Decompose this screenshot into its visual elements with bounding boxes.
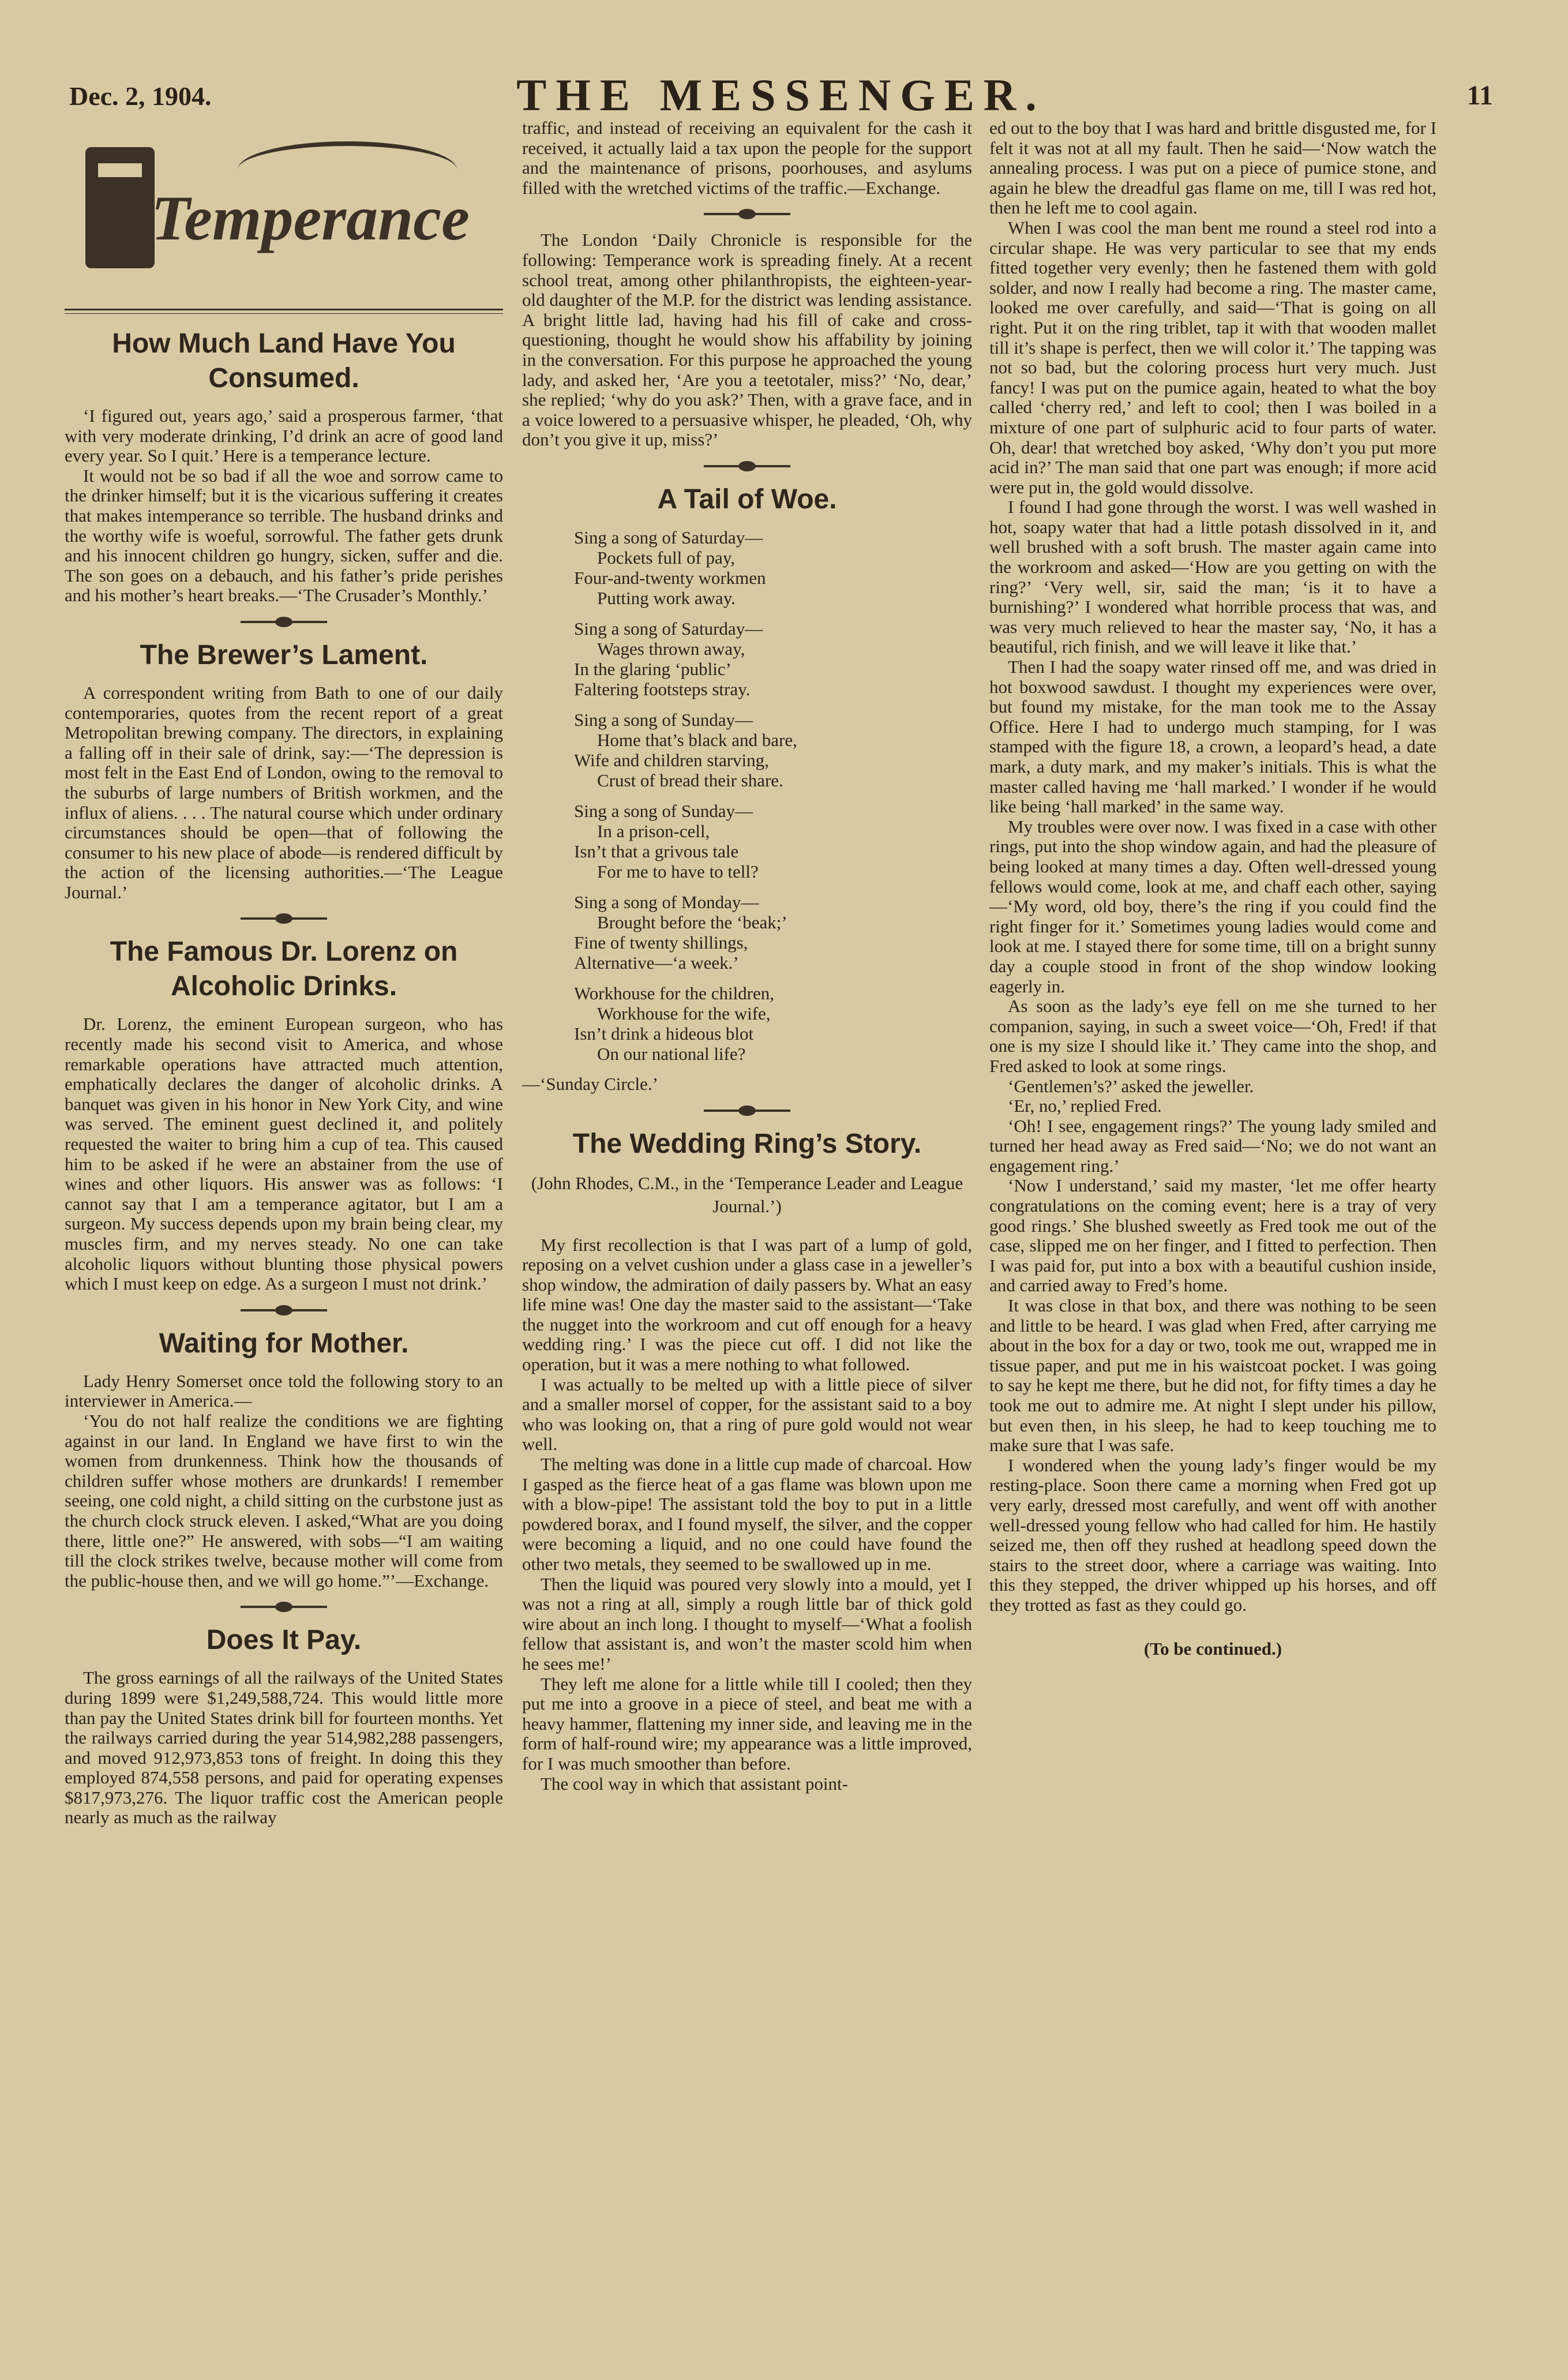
paragraph: Then the liquid was poured very slowly into a mould, yet I was not a ring at all, simply a rough little bar of thick gold wire about an inch long. I thought to myself—‘What a foolish fellow that assistant is, and won’t the master scold him when he sees me!’	[522, 1573, 972, 1674]
issue-date: Dec. 2, 1904.	[69, 81, 212, 111]
poem-stanza	[574, 892, 972, 973]
poem-stanza	[574, 619, 972, 699]
poem-line: Sing a song of Monday—	[574, 891, 759, 912]
paragraph: I was actually to be melted up with a little piece of silver and a smaller morsel of copper, for the assistant said to a boy who was looking on, that a ring of pure gold would not wear well.	[522, 1374, 972, 1455]
poem-line: Pockets full of pay,	[597, 547, 736, 568]
poem-line: Brought before the ‘beak;’	[597, 912, 787, 932]
poem-line: Sing a song of Saturday—	[574, 618, 763, 639]
paragraph: The London ‘Daily Chronicle is responsible for the following: Temperance work is spreading finely. At a recent school treat, among other philanthropists, the eighteen-year-old daughter of the M.P. for the district was lending assistance. A bright little lad, having had his fill of cake and cross-questioning, thought he would show his affability by joining in the conversation. For this purpose he approached the young lady, and asked her, ‘Are you a teetotaler, miss?’ ‘No, dear,’ she replied; ‘why do you ask?’ Then, with a grave face, and in a voice lowered to a persuasive whisper, he pleaded, ‘Oh, why don’t you give it up, miss?’	[522, 230, 972, 450]
paragraph: Dr. Lorenz, the eminent European surgeon, who has recently made his second visit to America, and whose remarkable operations have attracted much attention, emphatically declares the danger of alcoholic drinks. A banquet was given in his honor in New York City, and wine was served. The eminent guest declined it, and politely requested the waiter to bring him a cup of tea. This caused him to be asked if he were an abstainer from the use of wines and other liquors. His answer was as follows: ‘I cannot say that I am a temperance agitator, but I am a surgeon. My success depends upon my brain being clear, my muscles firm, and my nerves steady. No one can take alcoholic liquors without blunting those physical powers which I must keep on edge. As a surgeon I must not drink.’	[65, 1014, 503, 1294]
paragraph: My troubles were over now. I was fixed in a case with other rings, put into the shop window again, and had the pleasure of being looked at many times a day. Often well-dressed young fellows would come, look at me, and chaff each other, saying—‘My word, old boy, there’s the ring if you could find the right finger for it.’ Sometimes young ladies would come and look at me. I stayed there for some time, till on a bright sunny day a couple stood in front of the shop window looking eagerly in.	[989, 816, 1436, 996]
paragraph: I wondered when the young lady’s finger would be my resting-place. Soon there came a morning when Fred got up very early, dressed most carefully, and went off with another well-dressed young fellow who had called for him. He hastily seized me, then off they rushed at headlong speed down the stairs to the street door, where a carriage was waiting. Into this they stepped, the driver whipped up his horses, and off they trotted as fast as they could go.	[989, 1455, 1436, 1615]
poem-source: —‘Sunday Circle.’	[522, 1073, 658, 1094]
page-number: 11	[1466, 80, 1493, 111]
separator-ornament	[241, 1309, 327, 1311]
poem-line: In the glaring ‘public’	[574, 658, 732, 679]
to-be-continued: (To be continued.)	[1143, 1638, 1282, 1659]
paragraph: It would not be so bad if all the woe and sorrow came to the drinker himself; but it is the vicarious suffering it creates that makes intemperance so terrible. The husband drinks and the worthy wife is woeful, sorrowful. The father gets drunk and his innocent children go hungry, sicken, suffer and die. The son goes on a debauch, and his father’s pride perishes and his mother’s heart breaks.—‘The Crusader’s Monthly.’	[65, 465, 503, 606]
paragraph: The melting was done in a little cup made of charcoal. How I gasped as the fierce heat of a gas flame was blown upon me with a blow-pipe! The assistant told the boy to put in a little powdered borax, and I found myself, the silver, and the copper were becoming a liquid, and no one could have found the other two metals, they seemed to be swallowed up in me.	[522, 1454, 972, 1574]
poem-line: Alternative—‘a week.’	[574, 952, 739, 973]
paragraph: My first recollection is that I was part of a lump of gold, reposing on a velvet cushion under a glass case in a jeweller’s shop window, the admiration of daily passers by. What an easy life mine was! One day the master said to the assistant—‘Take the nugget into the workroom and cut off enough for a heavy wedding ring.’ I was the piece cut off. I did not like the operation, but it was a mere nothing to what followed.	[522, 1234, 972, 1375]
paragraph: It was close in that box, and there was nothing to be seen and little to be heard. I was glad when Fred, after carrying me about in the box for a day or two, took me out, wrapped me in tissue paper, and put me in his waistcoat pocket. I was going to say he kept me there, but he did not, for fifty times a day he took me out to admire me. At night I slept under his pillow, but even then, in his sleep, he had to keep touching me to make sure that I was safe.	[989, 1295, 1436, 1456]
article-title-ring: The Wedding Ring’s Story.	[572, 1128, 922, 1159]
article-title-brewer: The Brewer’s Lament.	[140, 639, 428, 670]
masthead-title: THE MESSENGER.	[516, 70, 1046, 120]
poem-line: For me to have to tell?	[597, 861, 759, 882]
poem-line: Fine of twenty shillings,	[574, 932, 748, 953]
article-title-lorenz: The Famous Dr. Lorenz on Alcoholic Drinks.	[110, 936, 458, 1002]
poem-line: Home that’s black and bare,	[597, 729, 797, 750]
section-rule	[65, 309, 503, 314]
poem-line: Putting work away.	[597, 587, 736, 608]
paragraph: The cool way in which that assistant point-	[541, 1773, 848, 1794]
article-title-mother: Waiting for Mother.	[159, 1328, 409, 1359]
separator-ornament	[241, 621, 327, 623]
poem-line: Sing a song of Saturday—	[574, 527, 763, 548]
separator-ornament	[241, 1606, 327, 1608]
paragraph: As soon as the lady’s eye fell on me she turned to her companion, saying, in such a sweet voice—‘Oh, Fred! if that one is my size I should like it.’ They came into the shop, and Fred asked to look at some rings.	[989, 996, 1436, 1076]
poem-line: Sing a song of Sunday—	[574, 800, 753, 821]
article-title-pay: Does It Pay.	[206, 1625, 362, 1656]
logo-t-mark	[85, 147, 155, 268]
paragraph: I found I had gone through the worst. I was well washed in hot, soapy water that had a little potash dissolved in it, and well brushed with a soft brush. The master again came into the workroom and asked—‘How are you getting on with the ring?’ ‘Very well, sir, said the man; ‘is it to have a burnishing?’ I wondered what horrible process that was, and was very much relieved to hear the master say, ‘No, it has a beautiful, rich finish, and we will leave it like that.’	[989, 497, 1436, 657]
column-2	[522, 118, 972, 2322]
poem-stanza	[574, 983, 972, 1064]
poem-line: Crust of bread their share.	[597, 770, 783, 790]
poem-line: Workhouse for the wife,	[597, 1003, 771, 1024]
article-title-tail: A Tail of Woe.	[657, 484, 837, 515]
poem-stanza	[574, 527, 972, 608]
paragraph: The gross earnings of all the railways of the United States during 1899 were $1,249,588,724. This would little more than pay the United States drink bill for fourteen months. Yet the railways carried during the year 514,982,288 passengers, and moved 912,973,853 tons of freight. In doing this they employed 874,558 persons, and paid for operating expenses $817,973,276. The liquor traffic cost the American people nearly as much as the railway	[65, 1667, 503, 1828]
poem-line: Isn’t drink a hideous blot	[574, 1023, 754, 1044]
paragraph: ‘Gentlemen’s?’ asked the jeweller.	[1008, 1075, 1254, 1096]
article-title-land: How Much Land Have You Consumed.	[112, 328, 456, 393]
paragraph: ‘You do not half realize the conditions we are fighting against in our land. In England we have first to win the women from drunkenness. Think how the thousands of children suffer whose mothers are drunkards! I remember seeing, one cold night, a child sitting on the curbstone just as the church clock struck eleven. I asked,“What are you doing there, little one?” He answered, with sobs—“I am waiting till the clock strikes twelve, because mother will come from the public-house then, and we will go home.”’—Exchange.	[65, 1410, 503, 1591]
temperance-logo	[65, 118, 503, 297]
paragraph: Lady Henry Somerset once told the following story to an interviewer in America.—	[65, 1370, 503, 1411]
separator-ornament	[704, 213, 790, 215]
paragraph: ‘Er, no,’ replied Fred.	[1008, 1096, 1162, 1116]
separator-ornament	[241, 917, 327, 920]
poem-line: Wages thrown away,	[597, 638, 745, 659]
paragraph: ‘Now I understand,’ said my master, ‘let me offer hearty congratulations on the coming event; here is a tray of very good rings.’ She blushed sweetly as Fred took me out of the case, slipped me on her finger, and I fitted to perfection. Then I was paid for, put into a box with a beautiful cushion inside, and carried away to Fred’s home.	[989, 1175, 1436, 1296]
paragraph: A correspondent writing from Bath to one of our daily contemporaries, quotes from the recent report of a great Metropolitan brewing company. The directors, in explaining a falling off in their sale of drink, say:—‘The depression is most felt in the East End of London, owing to the removal to the suburbs of large numbers of British workmen, and the influx of aliens. . . . The natural course which under ordinary circumstances should be open—that of following the consumer to his new place of abode—is rendered difficult by the action of the licensing authorities.—‘The League Journal.’	[65, 682, 503, 902]
poem-line: Faltering footsteps stray.	[574, 679, 751, 699]
poem-line: Workhouse for the children,	[574, 983, 775, 1003]
poem-line: Wife and children starving,	[574, 749, 769, 770]
separator-ornament	[704, 1110, 790, 1112]
poem-line: Isn’t that a grivous tale	[574, 841, 739, 861]
poem-line: In a prison-cell,	[597, 820, 710, 841]
paragraph: Then I had the soapy water rinsed off me, and was dried in hot boxwood sawdust. I thought my experiences were over, but found my mistake, for the man took me to the Assay Office. Here I had to undergo much stamping, for I was stamped with the figure 18, a crown, a leopard’s head, a date mark, a duty mark, and my maker’s initials. This is what the master called having me ‘hall marked.’ I wonder if he would like being ‘hall marked’ in the same way.	[989, 657, 1436, 817]
poem-line: Four-and-twenty workmen	[574, 567, 766, 588]
paragraph: traffic, and instead of receiving an equivalent for the cash it received, it actually laid a tax upon the people for the support and the maintenance of prisons, poorhouses, and asylums filled with the wretched victims of the traffic.—Exchange.	[522, 118, 972, 198]
paragraph: When I was cool the man bent me round a steel rod into a circular shape. He was very particular to see that my ends fitted together very evenly; then he fastened them with gold solder, and now I really had become a ring. The master came, looked me over carefully, and said—‘That is going on all right. Put it on the ring triblet, tap it with that wooden mallet till it’s shape is perfect, then we will color it.’ The tapping was not so bad, but the coloring process hurt very much. Just fancy! I was put on the pumice again, heated to what the boy called ‘cherry red,’ and left to cool; then I was boiled in a mixture of one part of sulphuric acid to four parts of water. Oh, dear! that wretched boy asked, ‘Why don’t you put more acid in?’ The man said that one part was enough; if more acid were put in, the gold would dissolve.	[989, 217, 1436, 497]
poem-line: On our national life?	[597, 1043, 746, 1064]
poem-line: Sing a song of Sunday—	[574, 709, 753, 730]
article-byline: (John Rhodes, C.M., in the ‘Temperance Leader and League Journal.’)	[531, 1172, 963, 1216]
paragraph: They left me alone for a little while till I cooled; then they put me into a groove in a piece of steel, and beat me with a heavy hammer, flattening my inner side, and leaving me in the form of half-round wire; my appearance was a little improved, for I was much smoother than before.	[522, 1673, 972, 1774]
paragraph: ed out to the boy that I was hard and brittle disgusted me, for I felt it was not at all my fault. Then he said—‘Now watch the annealing process. I was put on a piece of pumice stone, and again he blew the dreadful gas flame on me, till I was red hot, then he left me to cool again.	[989, 118, 1436, 218]
poem-stanza	[574, 801, 972, 882]
poem-stanza	[574, 710, 972, 790]
paragraph: ‘I figured out, years ago,’ said a prosperous farmer, ‘that with very moderate drinking, I’d drink an acre of good land every year. So I quit.’ Here is a temperance lecture.	[65, 406, 503, 466]
logo-text: Temperance	[151, 183, 470, 253]
separator-ornament	[704, 465, 790, 467]
column-1	[65, 118, 503, 2322]
column-3	[989, 118, 1436, 2322]
paragraph: ‘Oh! I see, engagement rings?’ The young lady smiled and turned her head away as Fred said—‘No; we do not want an engagement ring.’	[989, 1115, 1436, 1176]
